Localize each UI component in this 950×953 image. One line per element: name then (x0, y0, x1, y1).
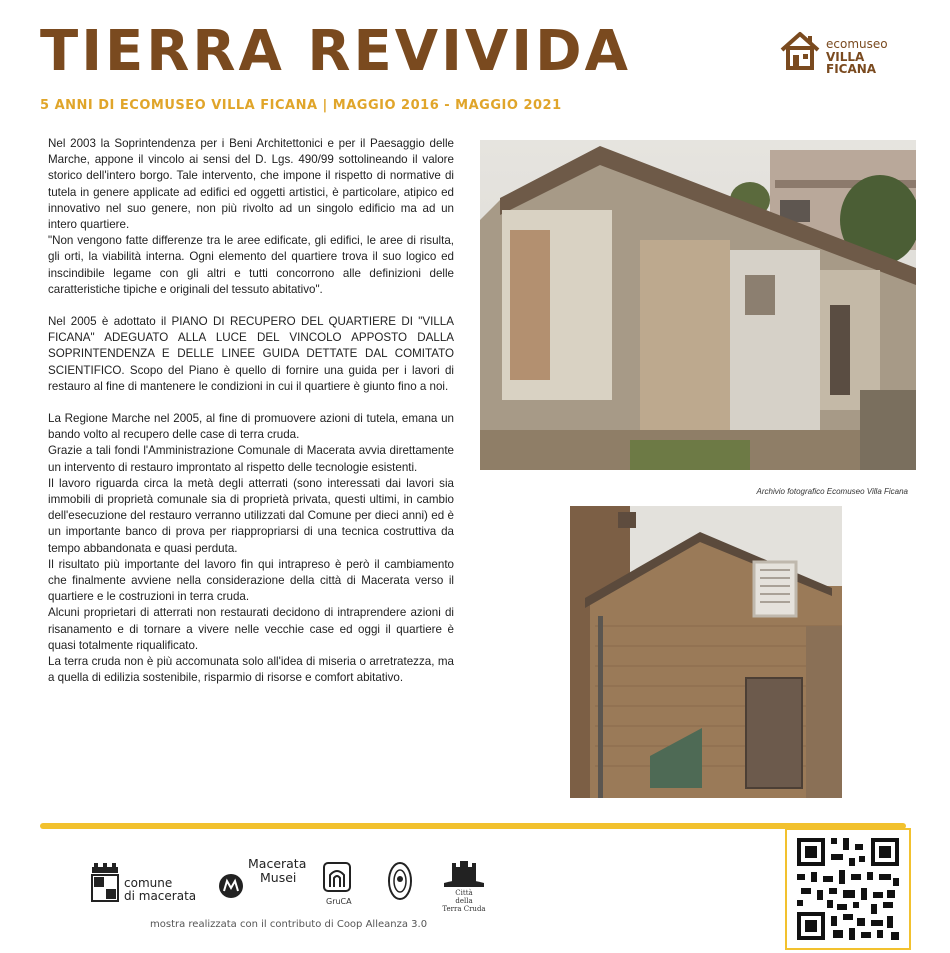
footer-divider (40, 823, 906, 829)
photo-brick-house (570, 506, 842, 798)
paragraph: Grazie a tali fondi l'Amministrazione Comunale di Macerata avvia direttamente un intervento di restauro improntato al rispetto delle tecnologie esistenti. (48, 444, 454, 474)
gruca-mark-icon (322, 861, 352, 893)
paragraph: La terra cruda non è più accomunata solo all'idea di miseria o arretratezza, ma a quella di edilizia sostenibile, risparmio di risorse e comfort abitativo. (48, 655, 454, 685)
comune-line2: di macerata (124, 889, 197, 903)
logo-line2: VILLA FICANA (826, 49, 877, 77)
castle-icon (442, 859, 486, 887)
ecomuseo-logo (778, 26, 908, 76)
paragraph: Nel 2005 è adottato il PIANO DI RECUPERO DEL QUARTIERE DI "VILLA FICANA" ADEGUATO ALLA LUCE DEL VINCOLO APPOSTO DALLA SOPRINTENDENZA E DELLE LINEE GUIDA DETTATE DAL COMITATO SCIENTIFICO. Scopo del Piano è quello di fornire una guida per i lavori di restauro al fine di mantenere le condizioni in cui il quartiere è giunto fino a noi. (48, 315, 454, 393)
paragraph: Nel 2003 la Soprintendenza per i Beni Architettonici e per il Paesaggio delle Marche, appone il vincolo ai sensi del D. Lgs. 490/99 sottolineando il valore storico dell'intero borgo. Tale intervento, che impone il rispetto di normative di tutela in genere applicate ad edifici ed oggetti artistici, è particolare, atipico ed innovativo nel suo genere, non più rivolto ad un singolo edificio ma ad un intero quartiere. (48, 137, 454, 232)
seal-logo (387, 861, 413, 906)
seal-icon (387, 861, 413, 901)
page-title: TIERRA REVIVIDA (40, 19, 631, 84)
qr-code-icon (787, 830, 909, 948)
paragraph: Il lavoro riguarda circa la metà degli atterrati (sono interessati dai lavori sia immobili di proprietà comunale sia di proprietà privata, questi ultimi, in cambio dell'esecuzione del restauro verranno utilizzati dal Comune per dieci anni) ed è un importante banco di prova per riappropriarsi di una tecnica costruttiva da tempo abbandonata e quasi perduta. (48, 476, 454, 555)
paragraph: "Non vengono fatte differenze tra le aree edificate, gli edifici, le aree di risulta, gli orti, la viabilità interna. Ogni elemento del quartiere trova il suo logico ed inscindibile legame con gli altri e tutti concorrono alle definizioni delle caratteristiche tipiche e originali del tessuto abitativo". (48, 234, 454, 296)
credit-text: mostra realizzata con il contributo di Coop Alleanza 3.0 (150, 919, 428, 930)
citta-line3: Terra Cruda (442, 905, 486, 913)
page-subtitle: 5 ANNI DI ECOMUSEO VILLA FICANA | MAGGIO 2016 - MAGGIO 2021 (40, 98, 562, 113)
coat-of-arms-icon (90, 863, 120, 903)
qr-code[interactable] (785, 828, 911, 950)
body-text (48, 136, 454, 687)
musei-mark-icon (218, 873, 244, 899)
house-icon (778, 28, 822, 72)
citta-line2: della (455, 897, 473, 905)
photo-caption: Archivio fotografico Ecomuseo Villa Ficana (756, 487, 908, 496)
photo-old-house (480, 140, 916, 470)
comune-line1: comune (124, 876, 173, 890)
citta-line1: Città (455, 889, 473, 897)
partner-logos (90, 855, 510, 913)
paragraph: Alcuni proprietari di atterrati non restaurati decidono di intraprendere azioni di risanamento e di tornare a vivere nelle vecchie case ed oggi il quartiere è quasi totalmente riqualificato. (48, 606, 454, 652)
paragraph: La Regione Marche nel 2005, al fine di promuovere azioni di tutela, emana un bando volto al recupero delle case di terra cruda. (48, 412, 454, 442)
musei-line1: Macerata (248, 856, 307, 871)
logo-line1: ecomuseo (826, 37, 888, 51)
gruca-label: GruCA (326, 897, 352, 906)
paragraph: Il risultato più importante del lavoro fin qui intrapreso è però il cambiamento che finalmente avviene nella considerazione della città di Macerata verso il quartiere e le costruzioni in terra cruda. (48, 557, 454, 604)
musei-line2: Musei (260, 870, 297, 885)
